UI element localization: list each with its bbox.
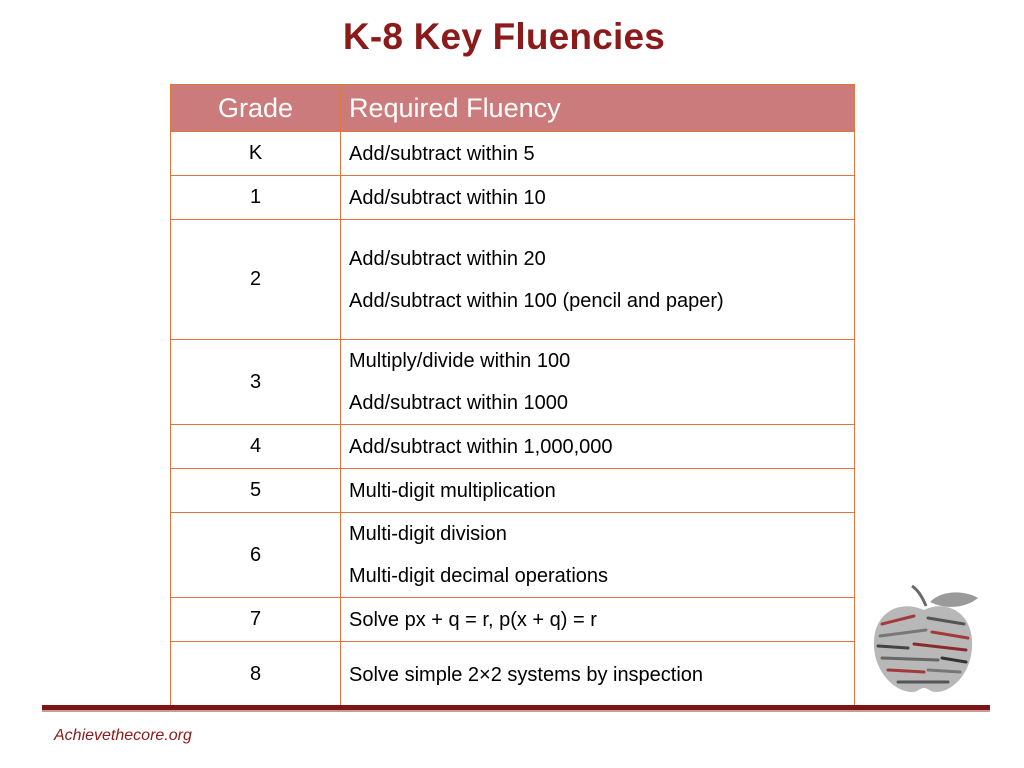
fluency-item: Multi-digit division xyxy=(349,523,507,545)
table-row xyxy=(171,220,855,340)
footer-source-text: Achievethecore.org xyxy=(54,727,192,744)
table-header-row xyxy=(171,85,855,132)
grade-cell: 3 xyxy=(171,340,341,425)
grade-cell: K xyxy=(171,132,341,176)
fluency-item: Add/subtract within 1,000,000 xyxy=(349,435,613,458)
grade-column-header: Grade xyxy=(171,85,341,132)
fluency-item: Add/subtract within 10 xyxy=(349,186,546,209)
table-row xyxy=(171,176,855,220)
table-row xyxy=(171,340,855,425)
fluency-cell xyxy=(341,513,855,598)
table-row xyxy=(171,132,855,176)
fluency-item: Multi-digit decimal operations xyxy=(349,565,609,587)
fluency-cell xyxy=(341,132,855,176)
fluency-cell xyxy=(341,642,855,708)
fluency-item: Solve px + q = r, p(x + q) = r xyxy=(349,608,597,631)
fluency-cell xyxy=(341,220,855,340)
grade-cell: 2 xyxy=(171,220,341,340)
table-body xyxy=(171,132,855,708)
fluency-cell xyxy=(341,176,855,220)
fluency-cell xyxy=(341,598,855,642)
fluency-item: Multiply/divide within 100 xyxy=(349,350,571,372)
fluency-item: Add/subtract within 5 xyxy=(349,142,535,165)
table-row xyxy=(171,425,855,469)
grade-cell: 7 xyxy=(171,598,341,642)
table-row xyxy=(171,513,855,598)
fluency-item: Add/subtract within 20 xyxy=(349,247,546,270)
fluency-item: Solve simple 2×2 systems by inspection xyxy=(349,663,704,686)
grade-cell: 1 xyxy=(171,176,341,220)
fluency-item: Add/subtract within 100 (pencil and paper) xyxy=(349,289,724,312)
fluency-cell xyxy=(341,469,855,513)
fluency-item: Add/subtract within 1000 xyxy=(349,392,569,414)
grade-cell: 4 xyxy=(171,425,341,469)
fluency-column-header: Required Fluency xyxy=(341,85,855,132)
grade-cell: 8 xyxy=(171,642,341,708)
table-row xyxy=(171,598,855,642)
table-row xyxy=(171,642,855,708)
grade-cell: 5 xyxy=(171,469,341,513)
fluency-cell xyxy=(341,340,855,425)
fluency-cell xyxy=(341,425,855,469)
slide-title: K-8 Key Fluencies xyxy=(342,16,666,57)
footer-divider-shadow xyxy=(42,710,990,712)
apple-logo-icon xyxy=(868,584,980,696)
table-row xyxy=(171,469,855,513)
fluency-item: Multi-digit multiplication xyxy=(349,479,556,502)
grade-cell: 6 xyxy=(171,513,341,598)
fluency-table xyxy=(170,84,855,708)
